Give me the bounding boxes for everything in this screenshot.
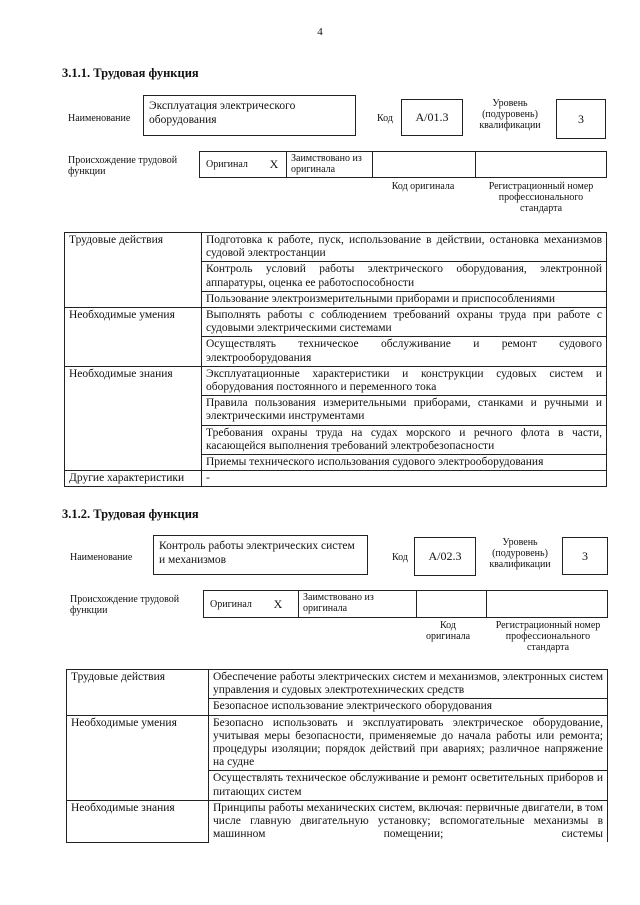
row-label: Необходимые умения [65,308,202,367]
row-label: Другие характеристики [65,471,202,487]
borrowed-label: Заимствовано из оригинала [298,591,416,617]
table-row [65,308,607,337]
original-mark: X [269,157,279,171]
level-label: Уровень (подуровень) квалификации [489,537,551,570]
function-name-box [153,535,368,575]
row-item: Подготовка к работе, пуск, использование в действии, остановка механизмов судовой электростанции [202,233,607,262]
code-original-caption: Код оригинала [425,620,471,642]
name-label: Наименование [68,113,131,124]
code-original-cell [372,152,476,177]
row-item: - [202,471,607,487]
row-label: Необходимые умения [67,715,209,800]
table-row [65,471,607,487]
table-row [65,366,607,395]
original-mark: X [273,596,283,611]
origin-table [203,590,608,618]
code-box [414,537,476,576]
level-value: 3 [578,111,584,126]
function-name-value: Эксплуатация электрического оборудования [149,100,296,126]
level-box [556,99,606,139]
code-original-cell [416,591,487,617]
code-label: Код [377,113,393,124]
table-row [65,233,607,262]
borrowed-label: Заимствовано из оригинала [286,152,372,177]
row-item: Обеспечение работы электрических систем и механизмов, электронных систем управления и судовых электротехнических средств [209,670,608,699]
row-item: Контроль условий работы электрического оборудования, электронной аппаратуры, оценка ее работоспособности [202,262,607,291]
row-item: Принципы работы механических систем, включая: первичные двигатели, в том числе главную двигательную установку; вспомогательные механизмы в машинном помещении; системы [209,800,608,842]
row-item: Безопасное использование электрического оборудования [209,699,608,715]
code-value: A/02.3 [428,549,462,563]
origin-label: Происхождение трудовой функции [68,155,178,177]
level-box [562,537,608,575]
table-row [67,715,608,771]
level-label: Уровень (подуровень) квалификации [479,98,541,131]
code-value: A/01.3 [415,110,449,124]
row-item: Пользование электроизмерительными приборами и приспособлениями [202,291,607,307]
function-table [64,232,607,487]
original-label: Оригинал [210,598,252,610]
row-item: Безопасно использовать и эксплуатировать электрическое оборудование, учитывая меры безопасности, применяемые до начала работы или ремонта; процедуры изоляции; порядок действий при авариях; различное напряжение на судне [209,715,608,771]
row-item: Правила пользования измерительными приборами, станками и ручными и электрическими инструментами [202,396,607,425]
function-table [66,669,608,843]
function-name-value: Контроль работы электрических систем и механизмов [159,540,355,566]
table-row [67,800,608,842]
level-value: 3 [582,548,588,563]
section-title: 3.1.1. Трудовая функция [62,66,199,80]
reg-number-cell [475,152,607,177]
row-label: Необходимые знания [65,366,202,470]
code-box [401,99,463,136]
code-original-caption: Код оригинала [391,181,455,192]
function-name-box [143,95,356,136]
reg-number-cell [486,591,608,617]
row-label: Необходимые знания [67,800,209,842]
row-label: Трудовые действия [65,233,202,308]
code-label: Код [392,552,408,563]
row-item: Осуществлять техническое обслуживание и ремонт осветительных приборов и питающих систем [209,771,608,800]
page-number: 4 [317,26,323,38]
reg-number-caption: Регистрационный номер профессионального стандарта [488,181,594,214]
original-label: Оригинал [206,159,248,170]
table-row [67,670,608,699]
origin-table [199,151,607,178]
name-label: Наименование [70,552,133,563]
row-item: Осуществлять техническое обслуживание и ремонт судового электрооборудования [202,337,607,366]
origin-label: Происхождение трудовой функции [70,594,180,616]
row-item: Выполнять работы с соблюдением требований охраны труда при работе с судовыми электрическими системами [202,308,607,337]
section-title: 3.1.2. Трудовая функция [62,507,199,521]
reg-number-caption: Регистрационный номер профессионального стандарта [495,620,601,653]
row-item: Эксплуатационные характеристики и конструкции судовых систем и оборудования постоянного и переменного тока [202,366,607,395]
row-label: Трудовые действия [67,670,209,716]
row-item: Требования охраны труда на судах морского и речного флота в части, касающейся выполнения требований электробезопасности [202,425,607,454]
row-item: Приемы технического использования судового электрооборудования [202,455,607,471]
